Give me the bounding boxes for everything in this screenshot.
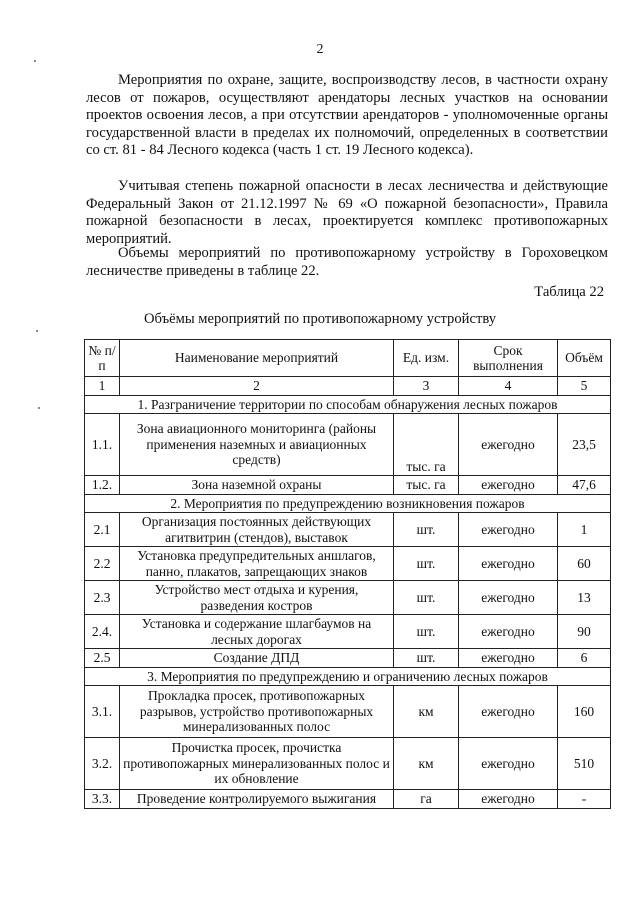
row-term: ежегодно — [459, 581, 558, 615]
header-num: № п/п — [85, 340, 120, 377]
table-row — [85, 649, 611, 668]
row-name: Зона наземной охраны — [120, 476, 394, 495]
row-num: 2.3 — [85, 581, 120, 615]
row-volume: - — [558, 790, 611, 809]
table-title: Объёмы мероприятий по противопожарному устройству — [143, 311, 497, 327]
row-unit: шт. — [394, 513, 459, 547]
row-term: ежегодно — [459, 649, 558, 668]
fire-prevention-table — [84, 339, 611, 809]
page-number: 2 — [316, 42, 324, 57]
row-volume: 160 — [558, 686, 611, 738]
row-unit: шт. — [394, 581, 459, 615]
paragraph-1: Мероприятия по охране, защите, воспроизводству лесов, в частности охрану лесов от пожаров, осуществляют арендаторы лесных участков на основании проектов освоения лесов, а при отсутствии арендаторов - уполномоченные органы государственной власти в пределах их полномочий, определенных в соответствии со ст. 81 - 84 Лесного кодекса (часть 1 ст. 19 Лесного кодекса). — [86, 72, 608, 158]
row-unit: шт. — [394, 547, 459, 581]
row-term: ежегодно — [459, 414, 558, 476]
row-name: Устройство мест отдыха и курения, разведения костров — [120, 581, 394, 615]
table-header-row — [85, 340, 611, 377]
header-unit: Ед. изм. — [394, 340, 459, 377]
table-row — [85, 615, 611, 649]
table-row — [85, 414, 611, 476]
row-term: ежегодно — [459, 615, 558, 649]
table-row — [85, 790, 611, 809]
table-row — [85, 738, 611, 790]
row-name: Установка и содержание шлагбаумов на лесных дорогах — [120, 615, 394, 649]
row-volume: 6 — [558, 649, 611, 668]
row-term: ежегодно — [459, 476, 558, 495]
table-row — [85, 513, 611, 547]
column-number: 4 — [459, 377, 558, 396]
row-num: 2.1 — [85, 513, 120, 547]
row-volume: 510 — [558, 738, 611, 790]
row-name: Зона авиационного мониторинга (районы применения наземных и авиационных средств) — [120, 414, 394, 476]
row-unit: км — [394, 738, 459, 790]
row-name: Проведение контролируемого выжигания — [120, 790, 394, 809]
row-num: 3.2. — [85, 738, 120, 790]
header-volume: Объём — [558, 340, 611, 377]
row-name: Установка предупредительных аншлагов, панно, плакатов, запрещающих знаков — [120, 547, 394, 581]
row-term: ежегодно — [459, 686, 558, 738]
section-title: 2. Мероприятия по предупреждению возникновения пожаров — [85, 494, 611, 513]
row-term: ежегодно — [459, 790, 558, 809]
row-unit: тыс. га — [394, 476, 459, 495]
row-volume: 13 — [558, 581, 611, 615]
row-unit: тыс. га — [394, 414, 459, 476]
paragraph-2: Учитывая степень пожарной опасности в лесах лесничества и действующие Федеральный Закон от 21.12.1997 № 69 «О пожарной безопасности», Правила пожарной безопасности в лесах, проектируется комплекс противопожарных мероприятий. — [86, 178, 608, 247]
column-number: 3 — [394, 377, 459, 396]
row-num: 1.1. — [85, 414, 120, 476]
row-num: 2.2 — [85, 547, 120, 581]
header-term: Срок выполнения — [459, 340, 558, 377]
section-header — [85, 395, 611, 414]
table-row — [85, 547, 611, 581]
row-name: Прочистка просек, прочистка противопожарных минерализованных полос и их обновление — [120, 738, 394, 790]
row-volume: 60 — [558, 547, 611, 581]
row-num: 1.2. — [85, 476, 120, 495]
row-volume: 23,5 — [558, 414, 611, 476]
table-number: Таблица 22 — [534, 284, 604, 300]
row-volume: 47,6 — [558, 476, 611, 495]
section-header — [85, 494, 611, 513]
row-name: Прокладка просек, противопожарных разрывов, устройство противопожарных минерализованных полос — [120, 686, 394, 738]
section-header — [85, 667, 611, 686]
row-num: 3.3. — [85, 790, 120, 809]
row-unit: га — [394, 790, 459, 809]
column-number: 2 — [120, 377, 394, 396]
header-name: Наименование мероприятий — [120, 340, 394, 377]
table-row — [85, 476, 611, 495]
row-term: ежегодно — [459, 547, 558, 581]
row-name: Создание ДПД — [120, 649, 394, 668]
row-unit: км — [394, 686, 459, 738]
column-number: 1 — [85, 377, 120, 396]
row-num: 3.1. — [85, 686, 120, 738]
row-num: 2.4. — [85, 615, 120, 649]
paragraph-3: Объемы мероприятий по противопожарному устройству в Гороховецком лесничестве приведены в таблице 22. — [86, 245, 608, 279]
section-title: 1. Разграничение территории по способам обнаружения лесных пожаров — [85, 395, 611, 414]
table-row — [85, 686, 611, 738]
column-number: 5 — [558, 377, 611, 396]
row-volume: 90 — [558, 615, 611, 649]
row-volume: 1 — [558, 513, 611, 547]
row-name: Организация постоянных действующих агитвитрин (стендов), выставок — [120, 513, 394, 547]
section-title: 3. Мероприятия по предупреждению и ограничению лесных пожаров — [85, 667, 611, 686]
row-term: ежегодно — [459, 513, 558, 547]
column-numbers-row — [85, 377, 611, 396]
row-term: ежегодно — [459, 738, 558, 790]
row-num: 2.5 — [85, 649, 120, 668]
row-unit: шт. — [394, 615, 459, 649]
row-unit: шт. — [394, 649, 459, 668]
table-row — [85, 581, 611, 615]
